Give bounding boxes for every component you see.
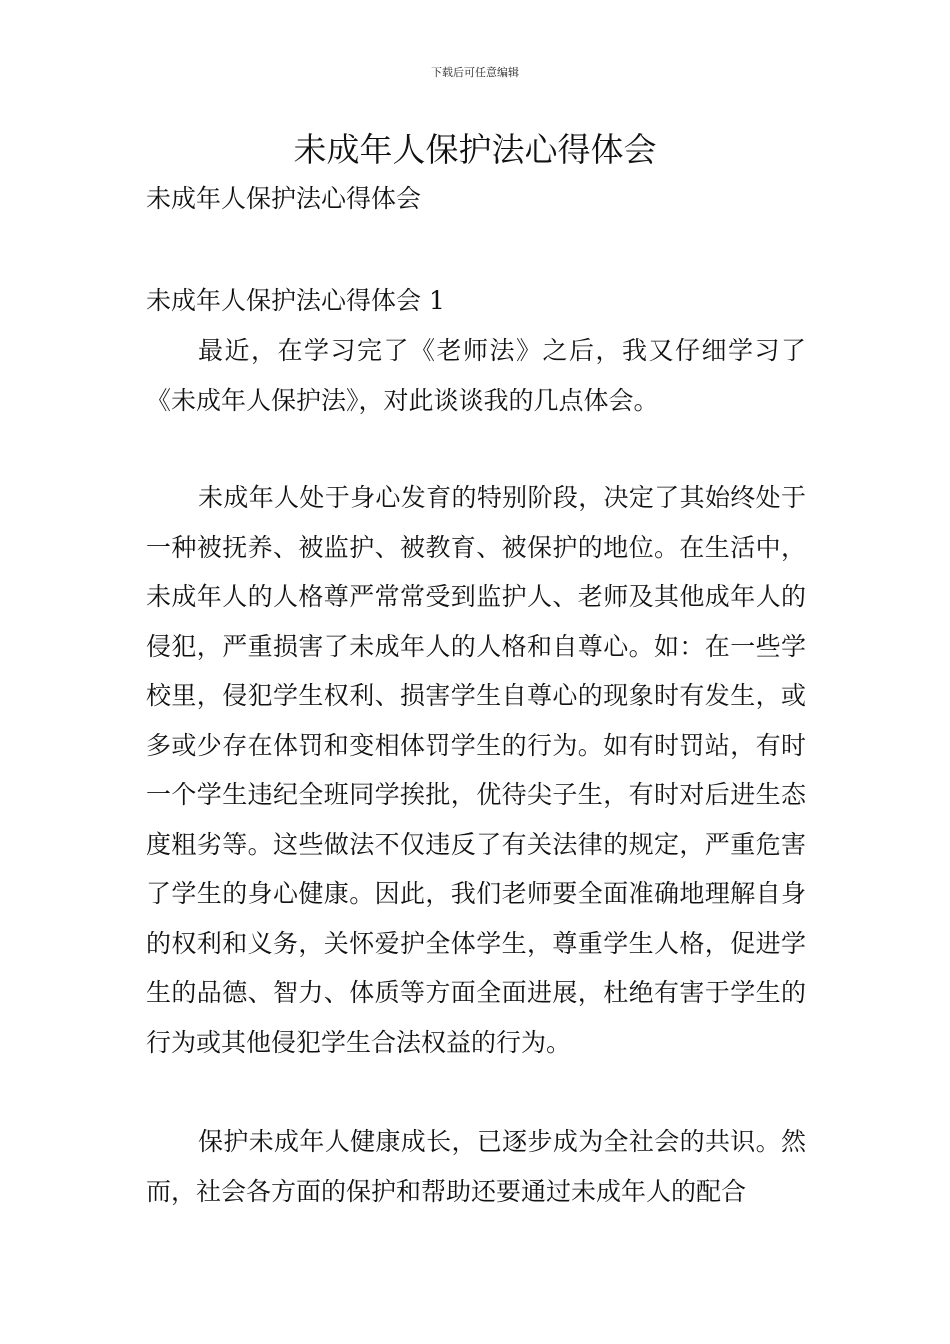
paragraph-2: 未成年人处于身心发育的特别阶段，决定了其始终处于一种被抚养、被监护、被教育、被保护的地位。在生活中，未成年人的人格尊严常常受到监护人、老师及其他成年人的侵犯，严重损害了未成年人的人格和自尊心。如：在一些学校里，侵犯学生权利、损害学生自尊心的现象时有发生，或多或少存在体罚和变相体罚学生的行为。如有时罚站，有时一个学生违纪全班同学挨批，优待尖子生，有时对后进生态度粗劣等。这些做法不仅违反了有关法律的规定，严重危害了学生的身心健康。因此，我们老师要全面准确地理解自身的权利和义务，关怀爱护全体学生，尊重学生人格，促进学生的品德、智力、体质等方面全面进展，杜绝有害于学生的行为或其他侵犯学生合法权益的行为。	[146, 483, 806, 1057]
paragraph-1: 最近，在学习完了《老师法》之后，我又仔细学习了《未成年人保护法》，对此谈谈我的几点体会。	[146, 336, 806, 415]
header-note: 下载后可任意编辑	[431, 66, 519, 79]
paragraph-3: 保护未成年人健康成长，已逐步成为全社会的共识。然而，社会各方面的保护和帮助还要通过未成年人的配合	[146, 1127, 806, 1206]
section-heading: 未成年人保护法心得体会 1	[146, 286, 445, 315]
document-title: 未成年人保护法心得体会	[293, 130, 657, 169]
document-subtitle: 未成年人保护法心得体会	[146, 184, 422, 213]
